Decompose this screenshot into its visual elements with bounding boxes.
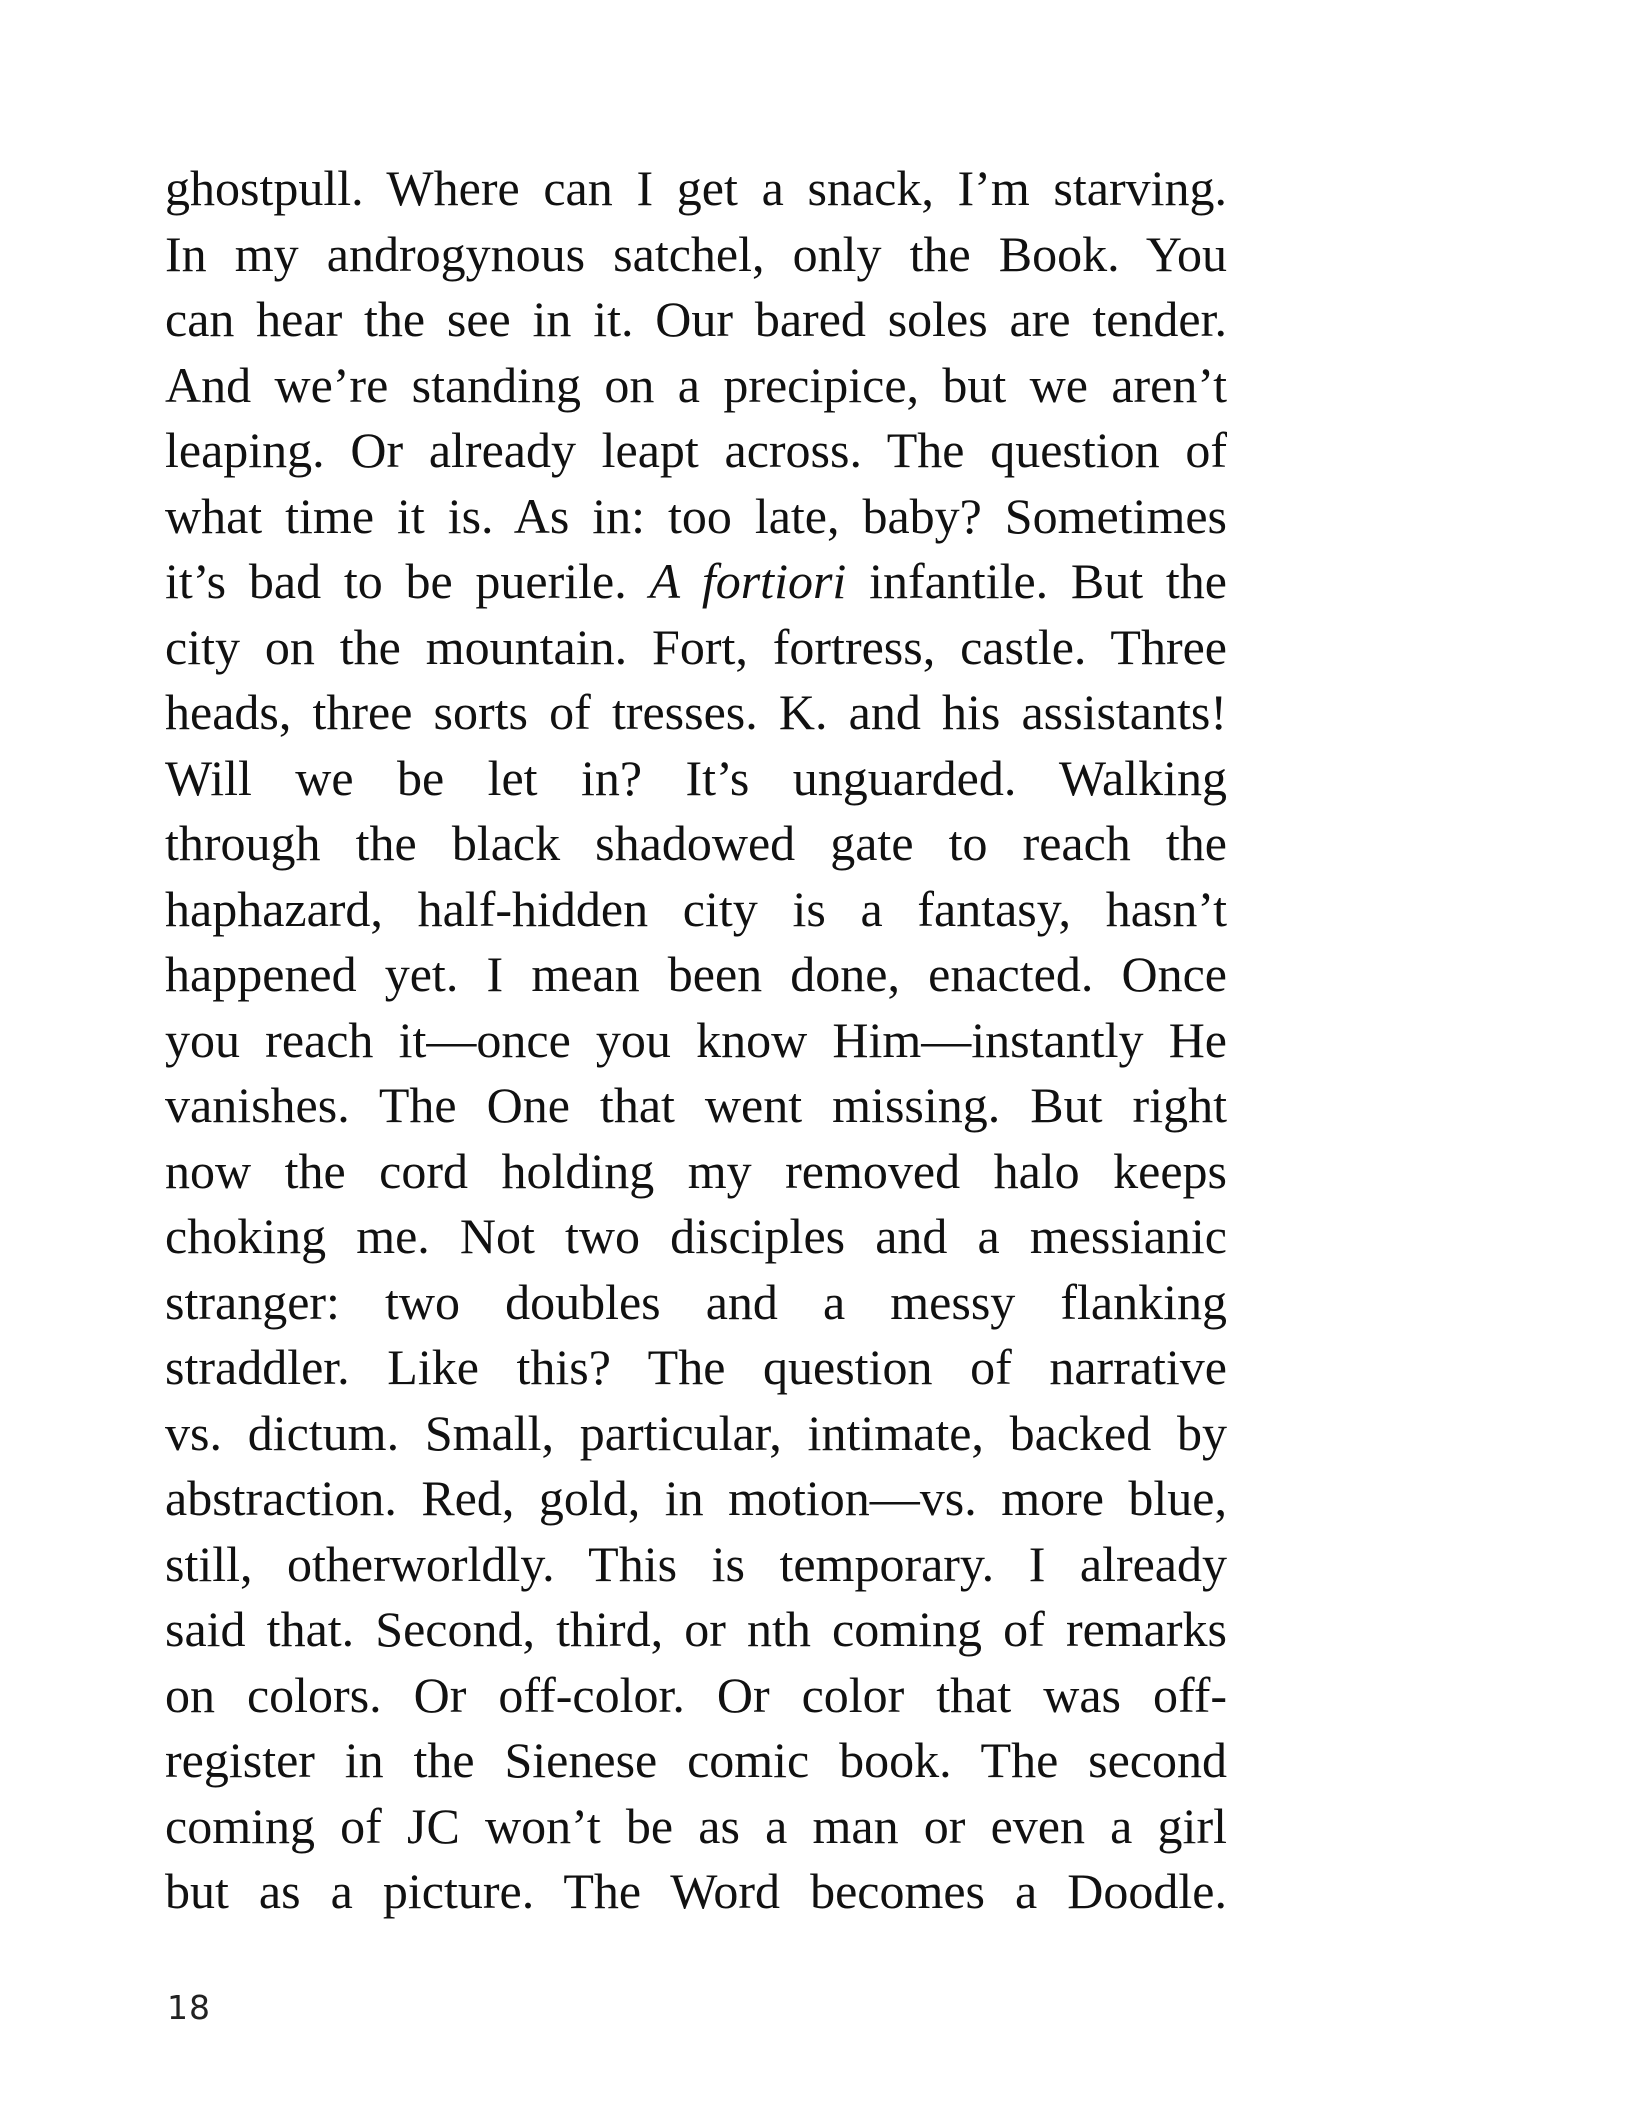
text-line: straddler. Like this? The question of narrative: [165, 1339, 1227, 1395]
text-line: leaping. Or already leapt across. The question of: [165, 422, 1227, 478]
text-line: vs. dictum. Small, particular, intimate, backed by: [165, 1404, 1227, 1461]
text-line-with-italic: [165, 549, 1227, 615]
text-line: In my androgynous satchel, only the Book. You: [165, 225, 1227, 282]
text-line: can hear the see in it. Our bared soles are tender.: [165, 291, 1227, 347]
text-line: happened yet. I mean been done, enacted. Once: [165, 946, 1227, 1002]
text-line: abstraction. Red, gold, in motion—vs. more blue,: [165, 1470, 1227, 1526]
text-line: said that. Second, third, or nth coming of remarks: [165, 1601, 1227, 1657]
text-line: vanishes. The One that went missing. But right: [165, 1077, 1227, 1133]
text-line: haphazard, half-hidden city is a fantasy, hasn’t: [165, 880, 1227, 937]
page-number: 18: [167, 1988, 211, 2027]
italic-phrase: A fortiori: [649, 553, 847, 609]
text-line: what time it is. As in: too late, baby? Sometimes: [165, 487, 1227, 544]
body-text: [165, 156, 1227, 1925]
text-line: on colors. Or off-color. Or color that was off-: [165, 1666, 1227, 1723]
text-line: heads, three sorts of tresses. K. and his assistants!: [165, 684, 1227, 740]
text-line: stranger: two doubles and a messy flanking: [165, 1273, 1227, 1330]
text-line: through the black shadowed gate to reach the: [165, 815, 1227, 871]
text-line: ghostpull. Where can I get a snack, I’m starving.: [165, 160, 1227, 216]
text-line: now the cord holding my removed halo keeps: [165, 1142, 1227, 1199]
text-line: city on the mountain. Fort, fortress, castle. Three: [165, 618, 1227, 675]
text-line: still, otherworldly. This is temporary. I already: [165, 1535, 1227, 1592]
text-line: And we’re standing on a precipice, but we aren’t: [165, 356, 1227, 413]
text-line: but as a picture. The Word becomes a Doodle.: [165, 1863, 1227, 1919]
text-segment: infantile. But the: [846, 553, 1227, 609]
text-line: register in the Sienese comic book. The second: [165, 1732, 1227, 1788]
text-line: Will we be let in? It’s unguarded. Walking: [165, 749, 1227, 806]
text-line: you reach it—once you know Him—instantly He: [165, 1011, 1227, 1068]
text-segment: it’s bad to be puerile.: [165, 553, 650, 609]
text-line: coming of JC won’t be as a man or even a girl: [165, 1797, 1227, 1854]
text-line: choking me. Not two disciples and a messianic: [165, 1208, 1227, 1264]
